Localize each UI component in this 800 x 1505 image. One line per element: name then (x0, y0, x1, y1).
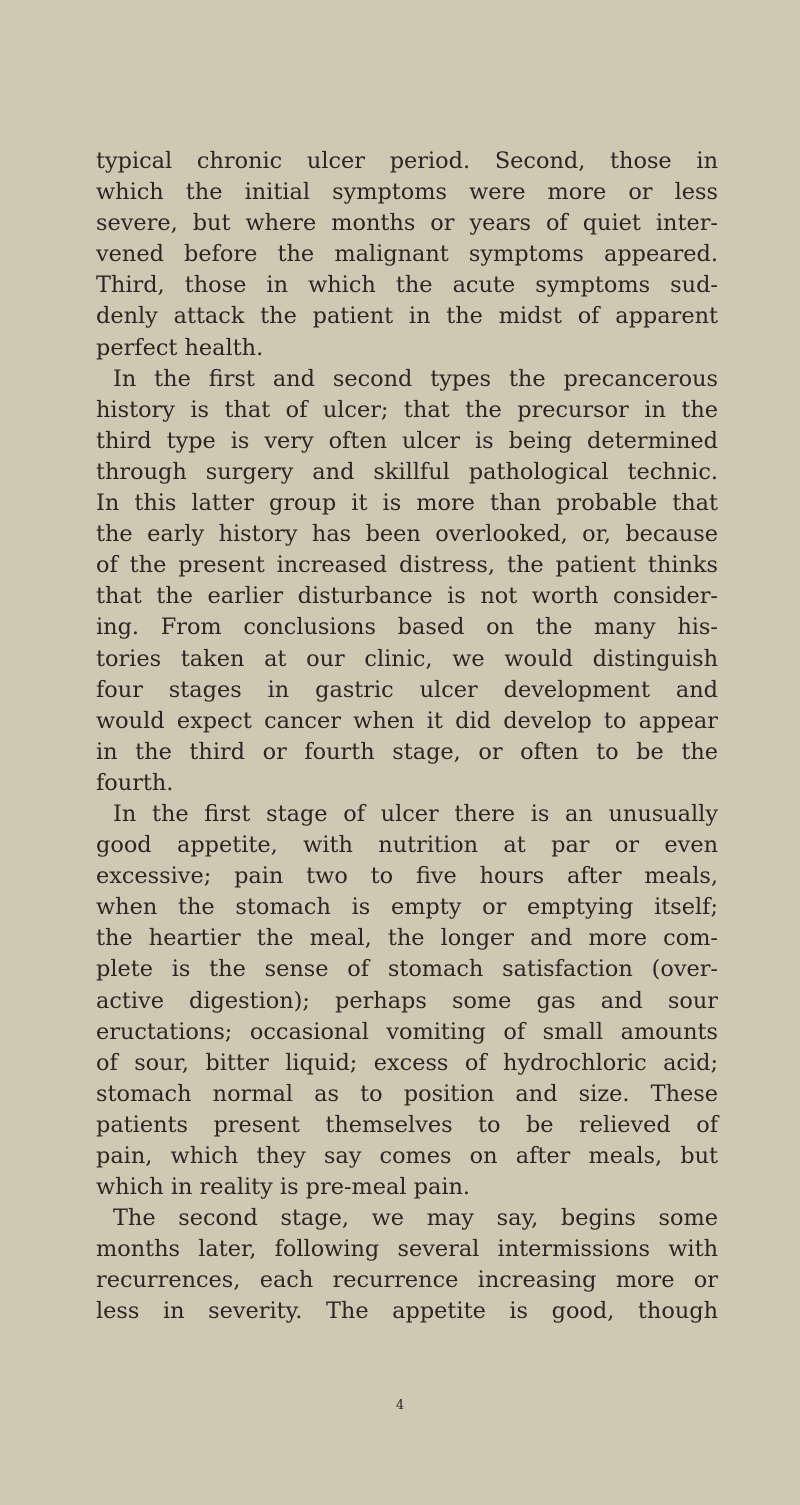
text-line: of sour, bitter liquid; excess of hydrochloric acid; (96, 1049, 718, 1076)
text-line: of the present increased distress, the patient thinks (96, 552, 718, 579)
text-line: third type is very often ulcer is being determined (96, 427, 718, 454)
text-line: which in reality is pre-meal pain. (96, 1174, 471, 1201)
text-line: pain, which they say comes on after meals, but (96, 1143, 718, 1169)
text-line: typical chronic ulcer period. Second, those in (96, 148, 718, 174)
text-line: would expect cancer when it did develop to appear (96, 707, 718, 734)
text-line: that the earlier disturbance is not worth consider- (96, 583, 718, 610)
text-line: plete is the sense of stomach satisfaction (over- (96, 956, 718, 983)
text-line: eructations; occasional vomiting of small amounts (96, 1018, 718, 1045)
page-number: 4 (395, 1398, 405, 1413)
text-line: recurrences, each recurrence increasing more or (96, 1267, 718, 1294)
text-line: fourth. (96, 769, 174, 796)
text-line: history is that of ulcer; that the precursor in the (96, 396, 718, 423)
text-line: less in severity. The appetite is good, though (96, 1298, 718, 1325)
body-text (96, 146, 718, 1328)
text-line: vened before the malignant symptoms appeared. (96, 241, 718, 268)
text-line: tories taken at our clinic, we would distinguish (96, 645, 718, 672)
text-line: The second stage, we may say, begins some (113, 1205, 718, 1232)
text-line: good appetite, with nutrition at par or even (96, 832, 718, 859)
text-line: In the first stage of ulcer there is an unusually (113, 800, 718, 827)
text-line: stomach normal as to position and size. These (96, 1080, 718, 1107)
text-line: severe, but where months or years of quiet inter- (96, 210, 718, 237)
text-line: when the stomach is empty or emptying itself; (96, 894, 718, 921)
text-line: denly attack the patient in the midst of apparent (96, 303, 718, 330)
text-line: excessive; pain two to five hours after meals, (96, 863, 718, 890)
text-line: through surgery and skillful pathological technic. (96, 458, 718, 485)
text-line: In the first and second types the precancerous (113, 365, 718, 392)
text-line: four stages in gastric ulcer development and (96, 676, 718, 703)
text-line: patients present themselves to be relieved of (96, 1111, 718, 1138)
text-line: Third, those in which the acute symptoms sud- (96, 272, 718, 299)
text-line: perfect health. (96, 334, 264, 361)
text-line: ing. From conclusions based on the many his- (96, 614, 718, 641)
text-line: the early history has been overlooked, or, because (96, 521, 718, 548)
text-line: active digestion); perhaps some gas and sour (96, 987, 718, 1014)
text-line: months later, following several intermissions with (96, 1236, 718, 1263)
text-line: in the third or fourth stage, or often to be the (96, 738, 718, 765)
text-line: In this latter group it is more than probable that (96, 490, 718, 517)
text-line: the heartier the meal, the longer and more com- (96, 925, 718, 952)
text-line: which the initial symptoms were more or less (96, 179, 718, 206)
